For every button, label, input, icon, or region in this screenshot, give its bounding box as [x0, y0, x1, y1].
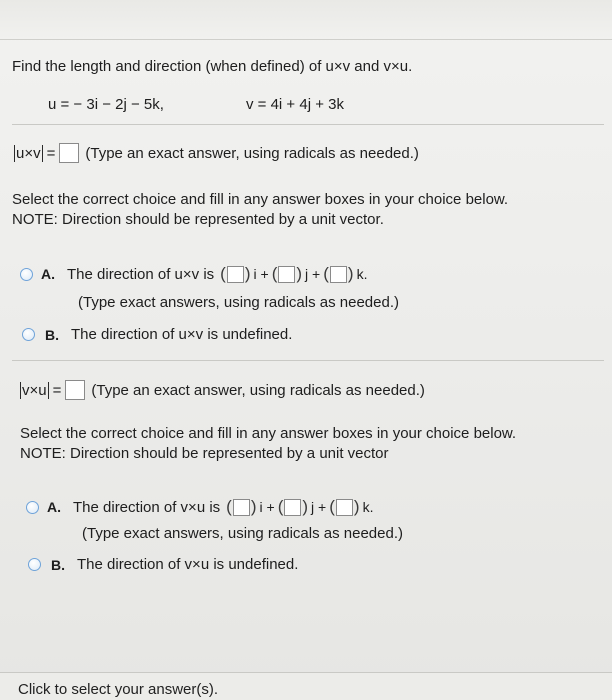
- i-label: i +: [253, 266, 269, 282]
- k-label: k.: [362, 499, 374, 515]
- part2-i-input[interactable]: [233, 499, 250, 516]
- abs-bar-left: [20, 382, 21, 399]
- part1-choice-b-letter: B.: [45, 326, 59, 343]
- question-prompt: Find the length and direction (when defined) of u×v and v×u.: [12, 58, 413, 75]
- paren-open: (: [271, 264, 278, 283]
- part2-choice-b[interactable]: [28, 556, 298, 573]
- abs-bar-right: [48, 382, 49, 399]
- paren-close: ): [250, 497, 257, 516]
- abs-bar-right: [42, 145, 43, 162]
- part1-choice-b-radio[interactable]: [22, 328, 35, 341]
- part1-k-input[interactable]: [330, 266, 347, 283]
- part2-choice-a-text: The direction of v×u is: [73, 498, 221, 516]
- j-label: j +: [311, 499, 327, 515]
- part1-i-component: [220, 264, 250, 284]
- paren-open: (: [220, 264, 226, 283]
- part1-choice-a-hint: (Type exact answers, using radicals as needed.): [78, 294, 399, 311]
- separator: [12, 360, 604, 361]
- paren-close: ): [302, 497, 309, 516]
- part2-choice-b-letter: B.: [51, 556, 65, 573]
- i-label: i +: [259, 499, 275, 515]
- separator: [12, 124, 604, 125]
- part2-k-input[interactable]: [336, 499, 353, 516]
- paren-open: (: [329, 497, 335, 516]
- u-vector: u = − 3i − 2j − 5k,: [48, 96, 164, 113]
- abs-bar-left: [14, 145, 15, 162]
- vxu-magnitude-hint: (Type an exact answer, using radicals as needed.): [91, 381, 425, 399]
- part2-k-component: [329, 497, 359, 517]
- part2-instruction: Select the correct choice and fill in any answer boxes in your choice below.: [20, 425, 517, 442]
- uxv-magnitude-row: [14, 143, 419, 163]
- equals-sign: =: [52, 381, 62, 399]
- part1-k-component: [323, 264, 353, 284]
- part1-j-input[interactable]: [278, 266, 295, 283]
- part2-choice-b-text: The direction of v×u is undefined.: [77, 556, 299, 573]
- j-label: j +: [305, 266, 321, 282]
- vxu-magnitude-row: [20, 380, 425, 400]
- part1-i-input[interactable]: [227, 266, 244, 283]
- part1-choice-a-letter: A.: [41, 266, 55, 282]
- part1-choice-b-text: The direction of u×v is undefined.: [71, 326, 293, 343]
- paren-close: ): [296, 264, 303, 283]
- part1-instruction: Select the correct choice and fill in any answer boxes in your choice below.: [12, 191, 509, 208]
- uxv-label: u×v: [16, 144, 41, 162]
- part2-choice-b-radio[interactable]: [28, 558, 41, 571]
- part1-choice-a-radio[interactable]: [20, 268, 33, 281]
- part1-note: NOTE: Direction should be represented by a unit vector.: [12, 211, 384, 228]
- v-vector: v = 4i + 4j + 3k: [246, 96, 344, 113]
- paren-open: (: [277, 497, 284, 516]
- part2-note: NOTE: Direction should be represented by a unit vector: [20, 445, 389, 462]
- footer-instruction: Click to select your answer(s).: [18, 681, 219, 698]
- part1-j-component: [272, 264, 302, 284]
- k-label: k.: [356, 266, 368, 282]
- paren-close: ): [353, 497, 360, 516]
- part1-choice-a[interactable]: [20, 264, 367, 284]
- part2-j-component: [278, 497, 308, 517]
- paren-open: (: [323, 264, 329, 283]
- vxu-label: v×u: [22, 381, 47, 399]
- vxu-magnitude-input[interactable]: [65, 380, 85, 400]
- part2-choice-a[interactable]: [26, 497, 373, 517]
- part2-i-component: [226, 497, 256, 517]
- paren-close: ): [244, 264, 251, 283]
- equals-sign: =: [46, 144, 56, 162]
- part2-j-input[interactable]: [284, 499, 301, 516]
- paren-open: (: [226, 497, 232, 516]
- part2-choice-a-hint: (Type exact answers, using radicals as needed.): [82, 525, 403, 542]
- paren-close: ): [347, 264, 354, 283]
- uxv-magnitude-input[interactable]: [59, 143, 79, 163]
- part1-choice-a-text: The direction of u×v is: [67, 265, 215, 283]
- part2-choice-a-radio[interactable]: [26, 501, 39, 514]
- part2-choice-a-letter: A.: [47, 499, 61, 515]
- uxv-magnitude-hint: (Type an exact answer, using radicals as needed.): [85, 144, 419, 162]
- top-strip: [0, 0, 612, 40]
- part1-choice-b[interactable]: [22, 326, 292, 343]
